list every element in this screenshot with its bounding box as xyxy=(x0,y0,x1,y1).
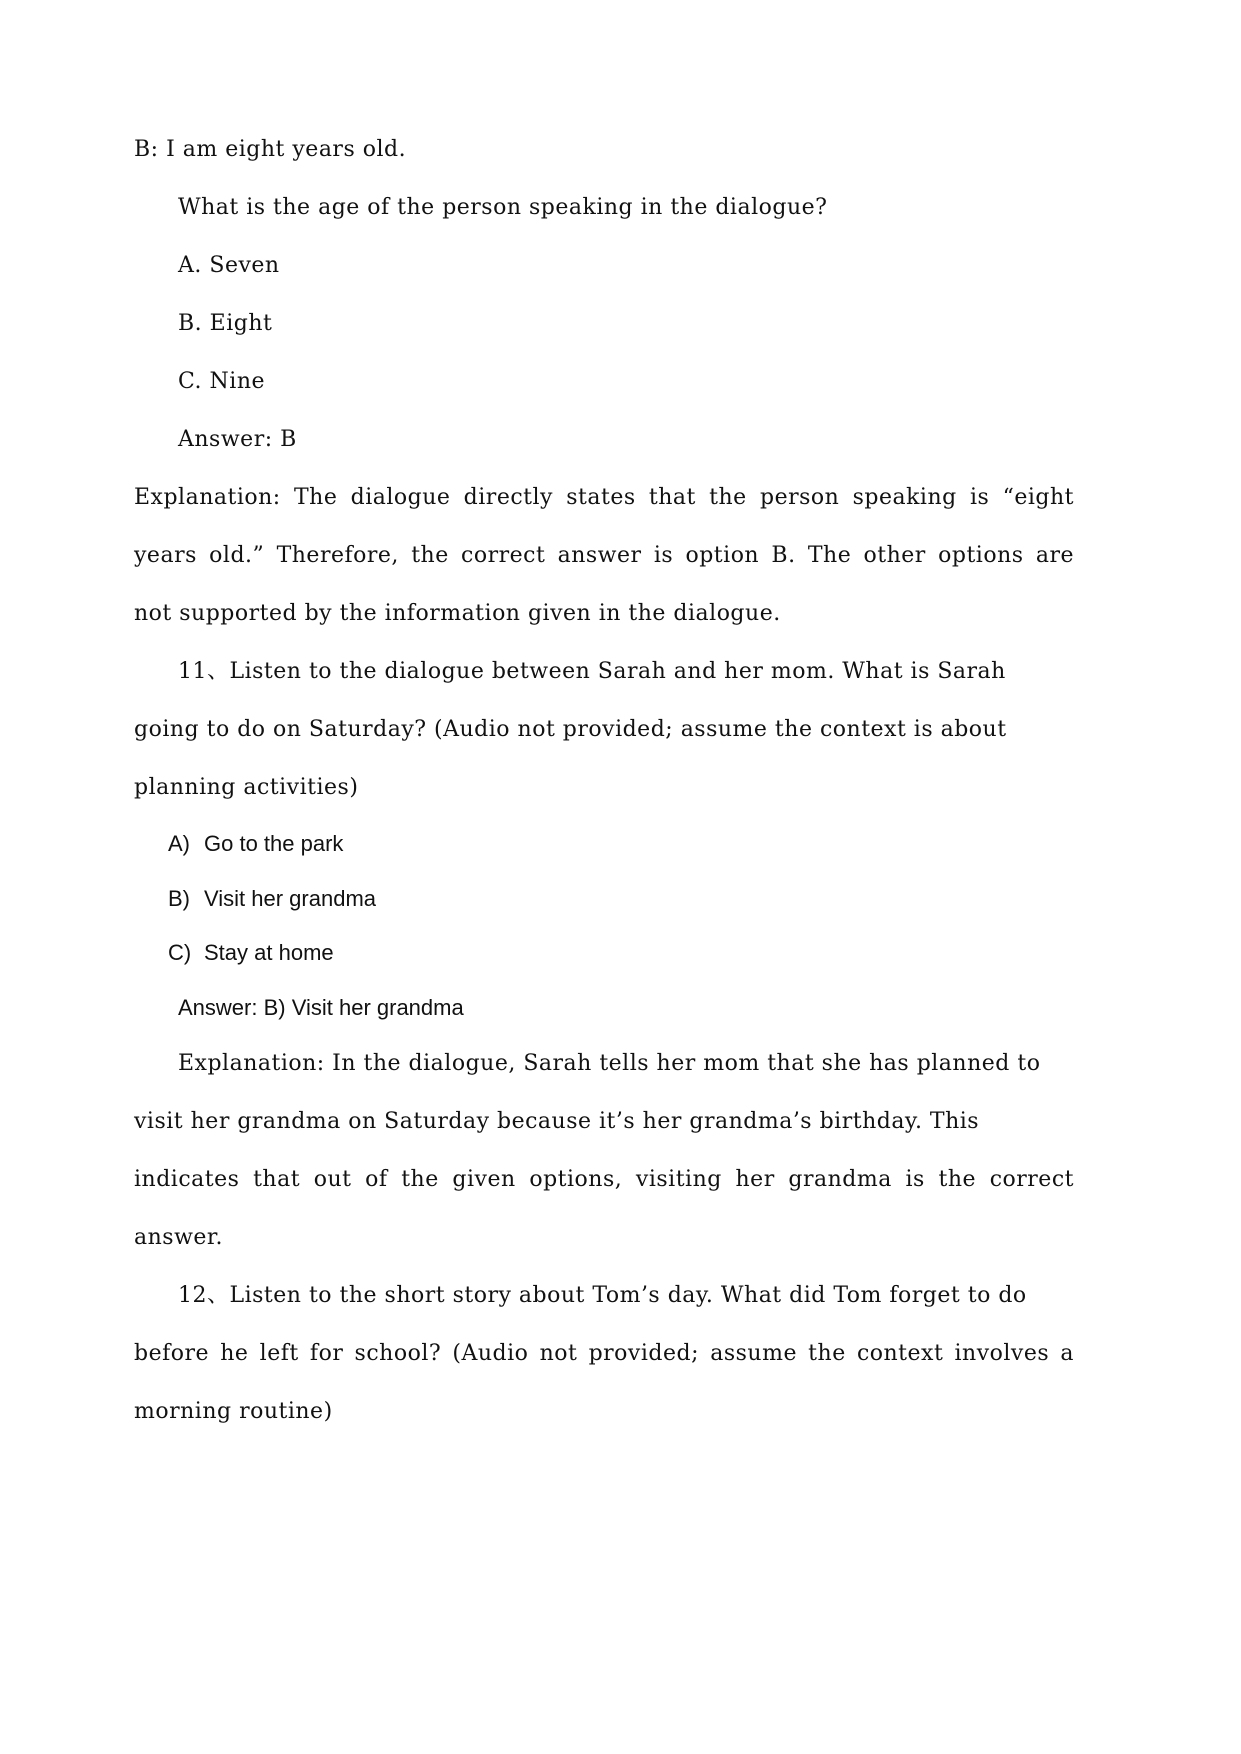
explanation-line: Explanation: In the dialogue, Sarah tells her mom that she has planned to xyxy=(178,1051,1041,1076)
option-text: Visit her grandma xyxy=(204,886,377,911)
explanation-line: indicates that out of the given options, visiting her grandma is the correct xyxy=(134,1167,1074,1192)
explanation-line: years old.” Therefore, the correct answer is option B. The other options are xyxy=(134,543,1074,568)
question-text: 11、Listen to the dialogue between Sarah and her mom. What is Sarah xyxy=(178,659,1006,684)
option-b xyxy=(178,309,272,339)
option-letter: A) xyxy=(168,831,190,856)
option-text: Seven xyxy=(209,253,280,278)
option-a xyxy=(178,251,280,281)
explanation-line: not supported by the information given in the dialogue. xyxy=(134,601,781,626)
option-a xyxy=(168,829,343,859)
option-b xyxy=(168,884,376,914)
option-text: Stay at home xyxy=(204,940,334,965)
option-letter: A. xyxy=(178,253,202,278)
explanation-line: visit her grandma on Saturday because it’s her grandma’s birthday. This xyxy=(134,1109,980,1134)
question-text: before he left for school? (Audio not provided; assume the context involves a xyxy=(134,1341,1074,1366)
option-letter: C. xyxy=(178,369,203,394)
option-letter: B) xyxy=(168,886,190,911)
answer-line: Answer: B) Visit her grandma xyxy=(178,995,464,1020)
option-text: Go to the park xyxy=(204,831,344,856)
question-text: going to do on Saturday? (Audio not provided; assume the context is about xyxy=(134,717,1007,742)
question-text: What is the age of the person speaking in the dialogue? xyxy=(178,195,828,220)
explanation-line: answer. xyxy=(134,1225,224,1250)
option-letter: B. xyxy=(178,311,203,336)
explanation-line: Explanation: The dialogue directly states that the person speaking is “eight xyxy=(134,485,1074,510)
answer-line: Answer: B xyxy=(178,427,297,452)
option-text: Eight xyxy=(209,311,273,336)
question-text: morning routine) xyxy=(134,1399,333,1424)
option-text: Nine xyxy=(209,369,266,394)
question-text: 12、Listen to the short story about Tom’s day. What did Tom forget to do xyxy=(178,1283,1027,1308)
option-letter: C) xyxy=(168,940,192,965)
option-c xyxy=(168,938,334,968)
question-text: planning activities) xyxy=(134,775,359,800)
option-c xyxy=(178,367,265,397)
dialogue-line: B: I am eight years old. xyxy=(134,137,407,162)
